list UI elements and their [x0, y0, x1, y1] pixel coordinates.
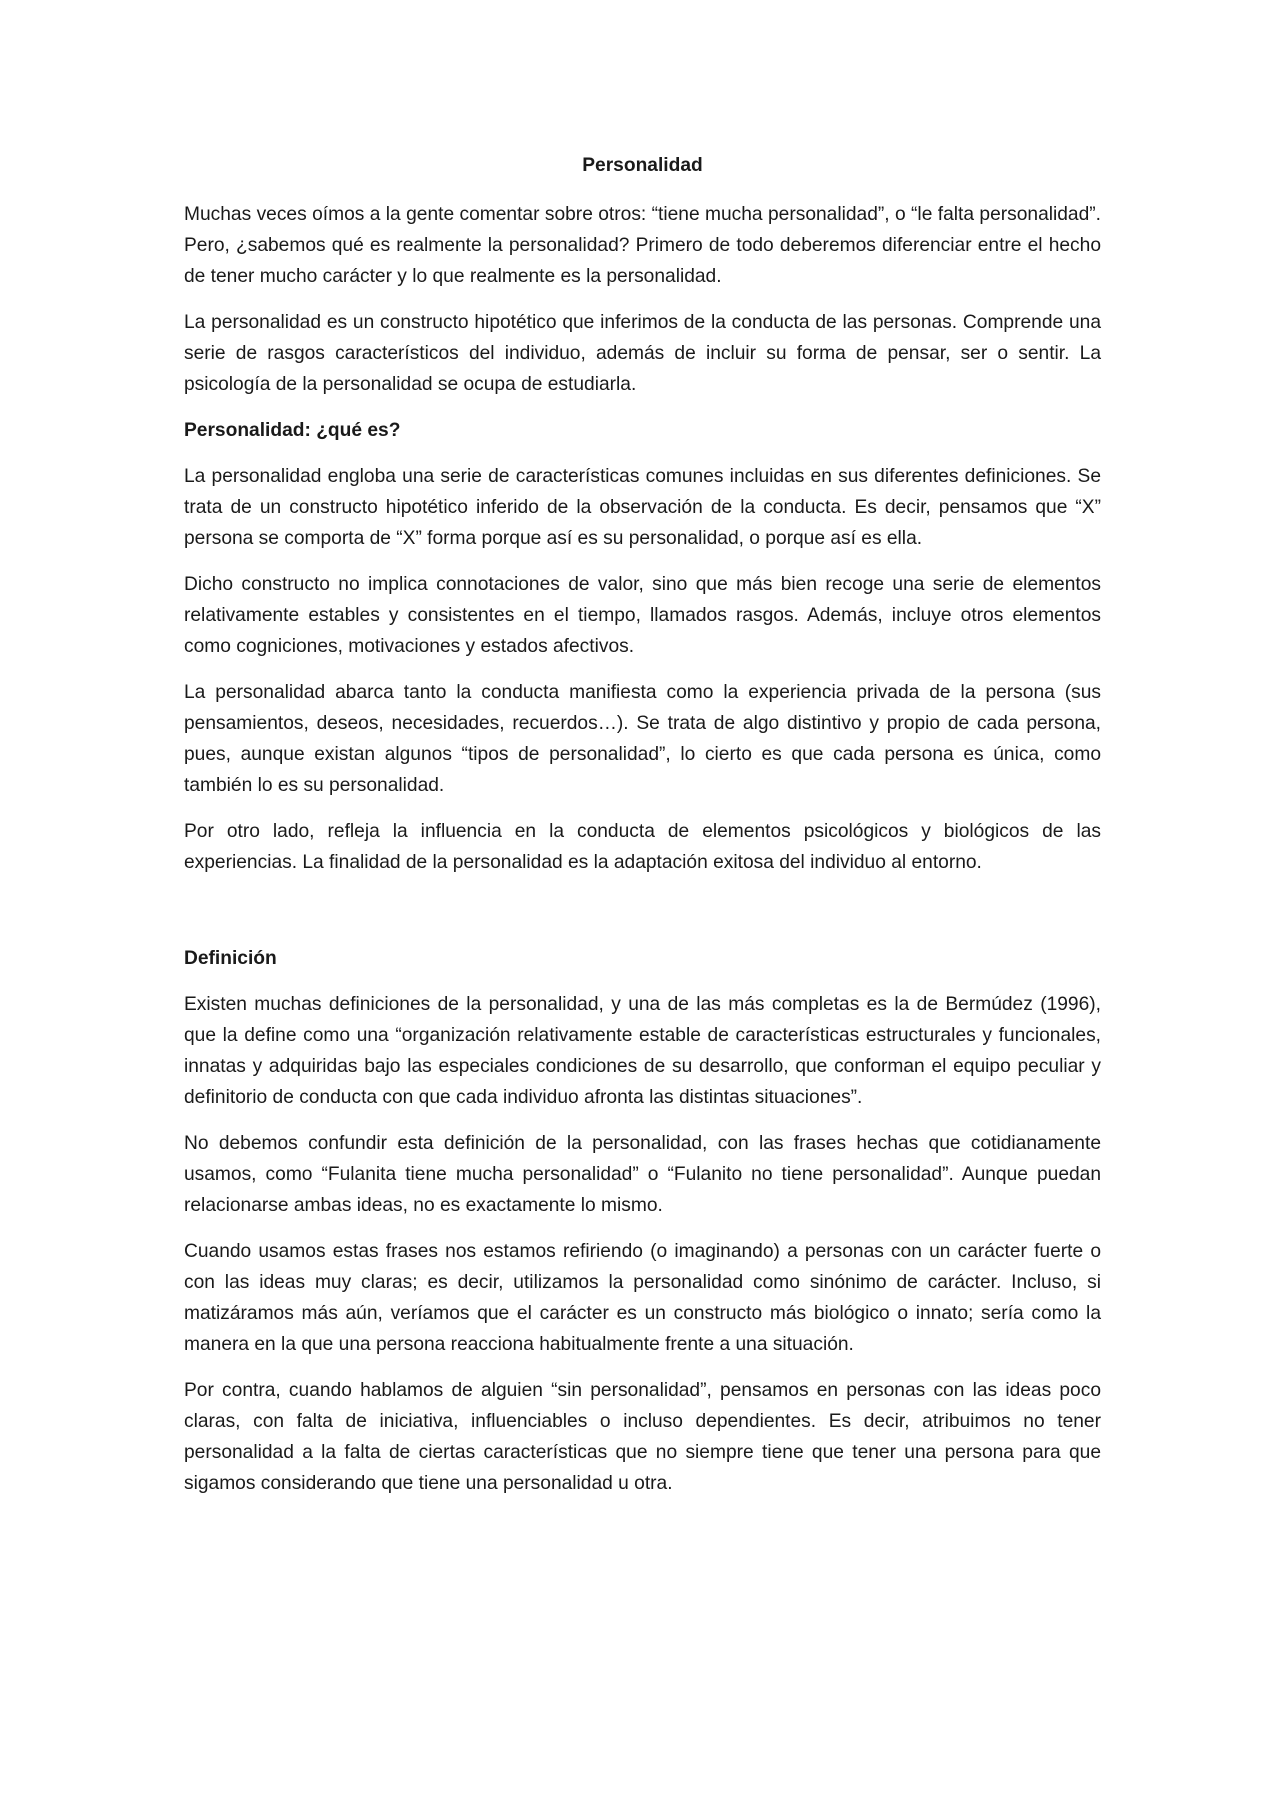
paragraph: Cuando usamos estas frases nos estamos refiriendo (o imaginando) a personas con un carácter fuerte o con las ideas muy claras; es decir, utilizamos la personalidad como sinónimo de carácter. Incluso, si matizáramos más aún, veríamos que el carácter es un constructo más biológico o innato; sería como la manera en la que una persona reacciona habitualmente frente a una situación.: [184, 1241, 1101, 1355]
paragraph: Por otro lado, refleja la influencia en la conducta de elementos psicológicos y biológicos de las experiencias. La finalidad de la personalidad es la adaptación exitosa del individuo al entorno.: [184, 821, 1101, 873]
paragraph: Existen muchas definiciones de la personalidad, y una de las más completas es la de Bermúdez (1996), que la define como una “organización relativamente estable de características estructurales y funcionales, innatas y adquiridas bajo las especiales condiciones de su desarrollo, que conforman el equipo peculiar y definitorio de conducta con que cada individuo afronta las distintas situaciones”.: [184, 994, 1101, 1108]
section-heading-que-es: Personalidad: ¿qué es?: [184, 420, 401, 441]
document-page: [184, 150, 1101, 1514]
section-heading-definicion: Definición: [184, 948, 277, 969]
document-title: Personalidad: [582, 155, 703, 176]
paragraph: No debemos confundir esta definición de la personalidad, con las frases hechas que cotidianamente usamos, como “Fulanita tiene mucha personalidad” o “Fulanito no tiene personalidad”. Aunque puedan relacionarse ambas ideas, no es exactamente lo mismo.: [184, 1133, 1101, 1216]
paragraph: La personalidad engloba una serie de características comunes incluidas en sus diferentes definiciones. Se trata de un constructo hipotético inferido de la observación de la conducta. Es decir, pensamos que “X” persona se comporta de “X” forma porque así es su personalidad, o porque así es ella.: [184, 466, 1101, 549]
paragraph: La personalidad es un constructo hipotético que inferimos de la conducta de las personas. Comprende una serie de rasgos característicos del individuo, además de incluir su forma de pensar, ser o sentir. La psicología de la personalidad se ocupa de estudiarla.: [184, 312, 1101, 395]
blank-line: [184, 893, 1101, 943]
paragraph: La personalidad abarca tanto la conducta manifiesta como la experiencia privada de la persona (sus pensamientos, deseos, necesidades, recuerdos…). Se trata de algo distintivo y propio de cada persona, pues, aunque existan algunos “tipos de personalidad”, lo cierto es que cada persona es única, como también lo es su personalidad.: [184, 682, 1101, 796]
paragraph: Por contra, cuando hablamos de alguien “sin personalidad”, pensamos en personas con las ideas poco claras, con falta de iniciativa, influenciables o incluso dependientes. Es decir, atribuimos no tener personalidad a la falta de ciertas características que no siempre tiene que tener una persona para que sigamos considerando que tiene una personalidad u otra.: [184, 1380, 1101, 1494]
paragraph: Muchas veces oímos a la gente comentar sobre otros: “tiene mucha personalidad”, o “le falta personalidad”. Pero, ¿sabemos qué es realmente la personalidad? Primero de todo deberemos diferenciar entre el hecho de tener mucho carácter y lo que realmente es la personalidad.: [184, 204, 1101, 287]
paragraph: Dicho constructo no implica connotaciones de valor, sino que más bien recoge una serie de elementos relativamente estables y consistentes en el tiempo, llamados rasgos. Además, incluye otros elementos como cogniciones, motivaciones y estados afectivos.: [184, 574, 1101, 657]
